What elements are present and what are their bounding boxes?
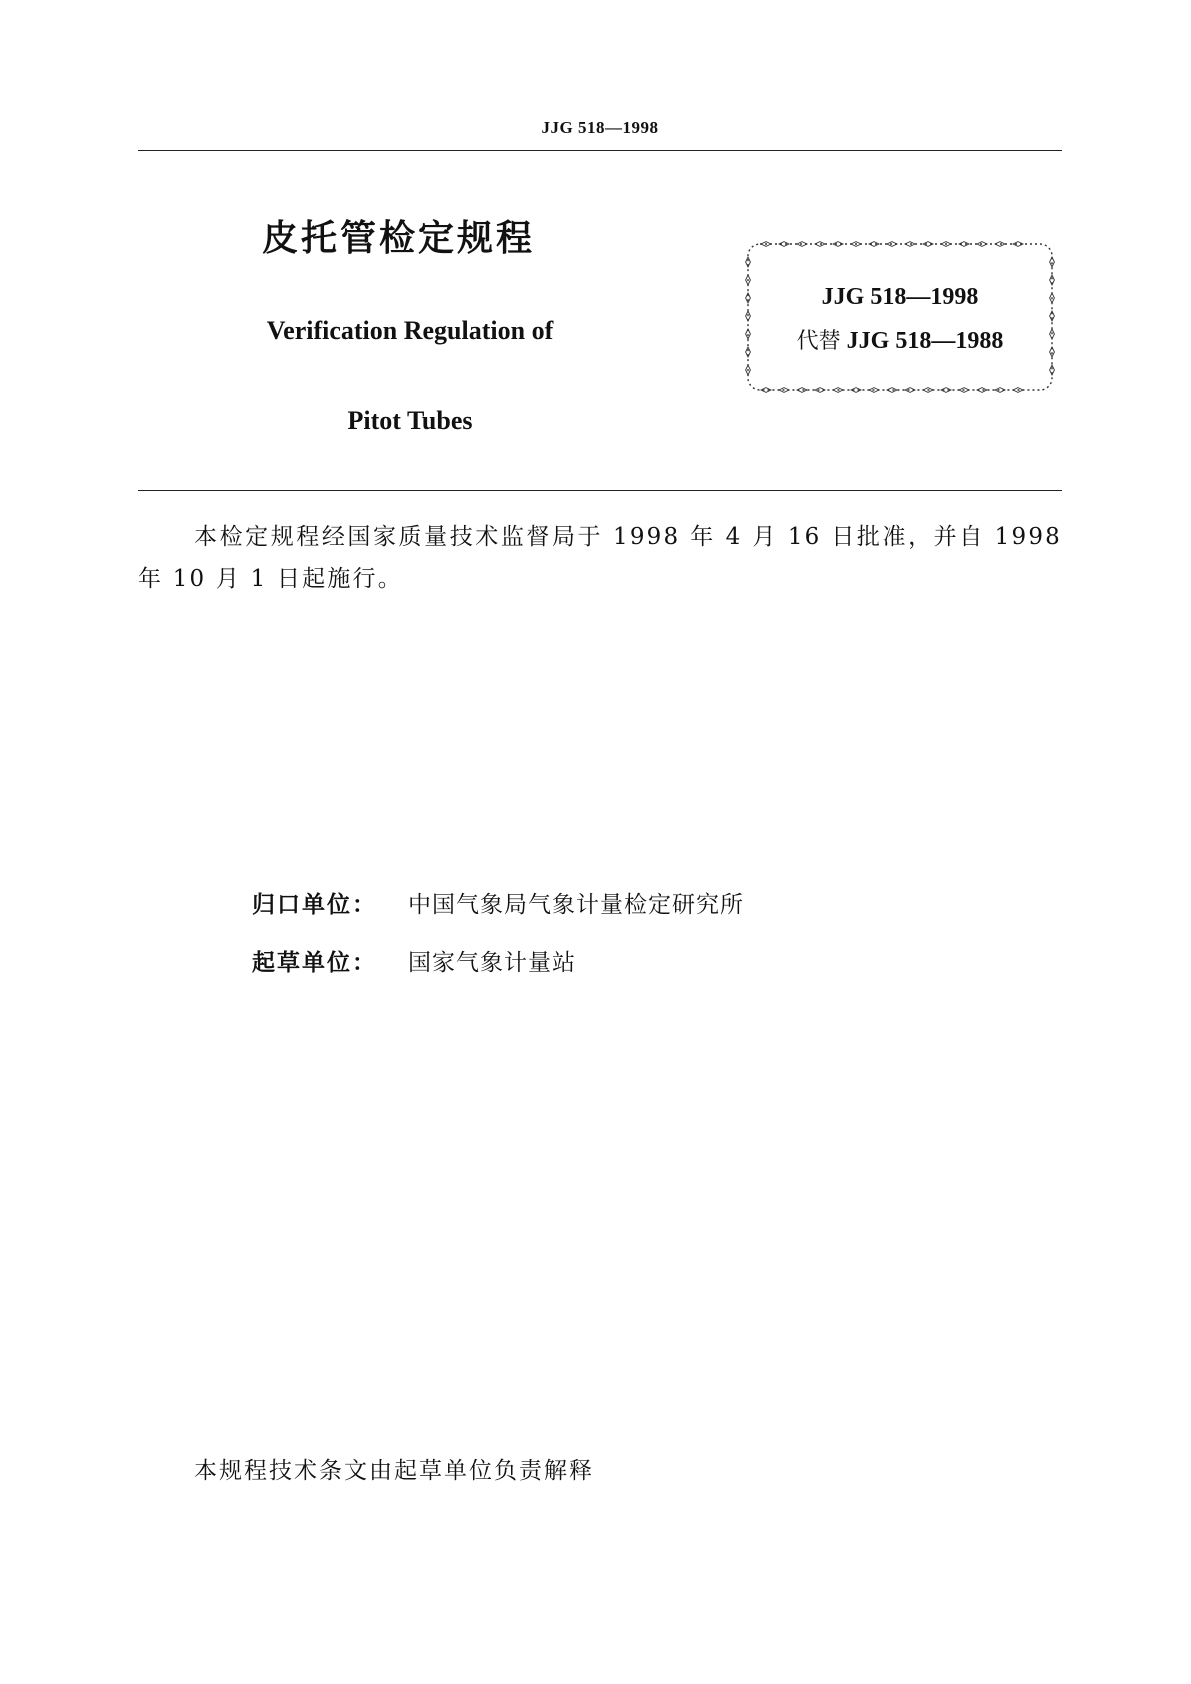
drafting-unit-row (252, 940, 576, 980)
drafting-unit-value: 国家气象计量站 (408, 949, 576, 976)
title-chinese: 皮托管检定规程 (262, 218, 536, 259)
standard-code: JJG 518—1998 (821, 284, 979, 310)
replaces-line (742, 324, 1058, 355)
approval-statement: 本检定规程经国家质量技术监督局于 1998 年 4 月 16 日批准，并自 1998 年 10 月 1 日起施行。 (138, 524, 1062, 592)
responsible-unit-label: 归口单位： (252, 891, 377, 918)
responsible-unit-row (252, 882, 744, 922)
title-english-line1: Verification Regulation of (266, 316, 554, 345)
running-header: JJG 518—1998 (541, 118, 659, 137)
responsible-unit-value: 中国气象局气象计量检定研究所 (408, 891, 744, 918)
title-english-line2: Pitot Tubes (347, 406, 473, 435)
replaces-label: 代替 (796, 329, 841, 354)
standard-code-box (742, 238, 1058, 396)
middle-rule (138, 490, 1062, 491)
drafting-unit-label: 起草单位： (252, 949, 377, 976)
interpretation-note: 本规程技术条文由起草单位负责解释 (194, 1458, 594, 1484)
top-rule (138, 150, 1062, 151)
replaced-code: JJG 518—1988 (846, 328, 1004, 354)
decorative-border (742, 238, 1058, 396)
